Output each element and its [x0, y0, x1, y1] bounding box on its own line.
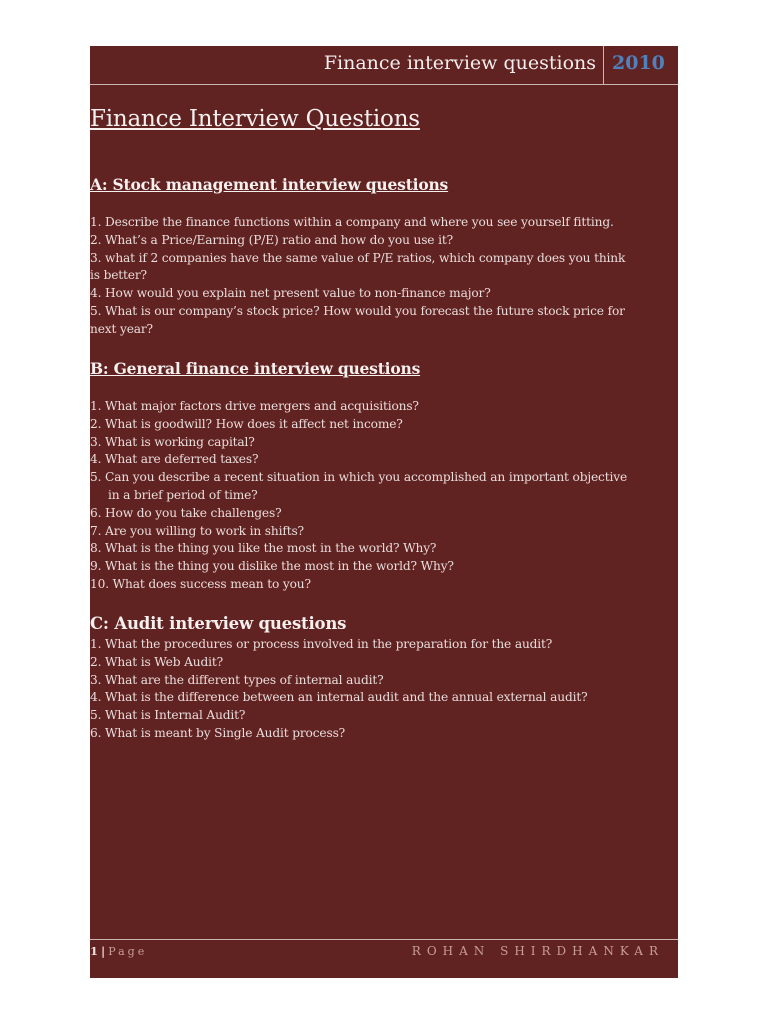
page-number: 1 — [90, 944, 99, 958]
question-list-stock-management — [90, 214, 638, 339]
list-item: 5. Can you describe a recent situation in which you accomplished an important objective — [90, 470, 628, 485]
list-item: 3. What is working capital? — [90, 434, 255, 449]
list-item: 10. What does success mean to you? — [90, 576, 311, 591]
header-title: Finance interview questions — [323, 52, 596, 74]
list-item: 6. How do you take challenges? — [90, 505, 282, 520]
list-item: 5. What is Internal Audit? — [90, 708, 246, 723]
list-item: 6. What is meant by Single Audit process? — [90, 725, 346, 740]
list-item: 4. What are deferred taxes? — [90, 452, 259, 467]
list-item: 7. Are you willing to work in shifts? — [90, 523, 304, 538]
header-divider — [603, 46, 604, 84]
list-item: 1. What the procedures or process involved in the preparation for the audit? — [90, 637, 553, 651]
list-item: 3. What are the different types of internal audit? — [90, 672, 384, 687]
list-item: in a brief period of time? — [108, 487, 258, 502]
list-item: is better? — [90, 268, 147, 283]
document-title: Finance Interview Questions — [90, 106, 420, 132]
header-year: 2010 — [612, 52, 665, 74]
list-item: 2. What is Web Audit? — [90, 654, 223, 669]
document-page — [90, 46, 678, 978]
list-item: 5. What is our company’s stock price? How would you forecast the future stock price for — [90, 303, 625, 318]
list-item: 2. What’s a Price/Earning (P/E) ratio and how do you use it? — [90, 232, 453, 247]
section-heading-stock-management: A: Stock management interview questions — [90, 175, 449, 194]
list-item: 9. What is the thing you dislike the most in the world? Why? — [90, 559, 454, 574]
page-number-footer — [90, 944, 147, 958]
author-name: ROHAN SHIRDHANKAR — [411, 944, 664, 958]
question-list-general-finance — [90, 398, 638, 594]
section-heading-general-finance: B: General finance interview questions — [90, 359, 421, 378]
list-item: 1. Describe the finance functions within a company and where you see yourself fitting. — [90, 215, 614, 229]
section-heading-audit: C: Audit interview questions — [90, 614, 347, 633]
list-item: 3. what if 2 companies have the same value of P/E ratios, which company does you think — [90, 250, 626, 265]
question-list-audit — [90, 636, 638, 743]
list-item: 4. How would you explain net present value to non-finance major? — [90, 286, 491, 301]
list-item: 1. What major factors drive mergers and acquisitions? — [90, 399, 419, 413]
list-item: 2. What is goodwill? How does it affect net income? — [90, 416, 403, 431]
page-header — [90, 46, 678, 85]
list-item: next year? — [90, 321, 153, 336]
list-item: 4. What is the difference between an internal audit and the annual external audit? — [90, 690, 588, 705]
list-item: 8. What is the thing you like the most in the world? Why? — [90, 541, 437, 556]
footer-divider — [90, 939, 678, 940]
footer-separator: | — [101, 944, 106, 958]
page-label: Page — [108, 945, 148, 958]
